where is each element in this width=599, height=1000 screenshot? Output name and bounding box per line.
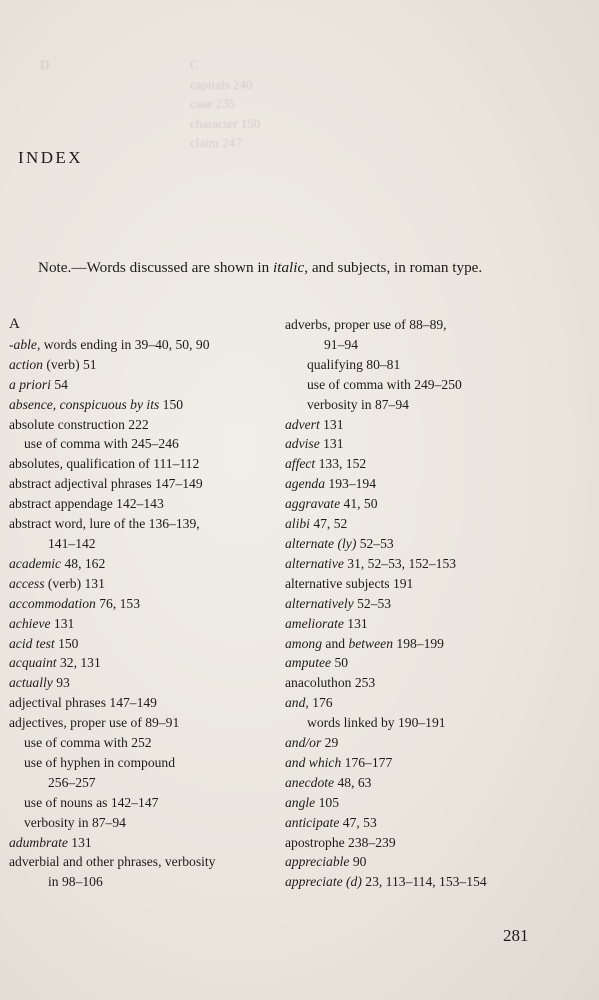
index-entry-term: achieve <box>9 615 51 631</box>
index-entry-term: advert <box>285 416 320 432</box>
index-entry <box>285 833 575 853</box>
index-entry <box>285 355 575 375</box>
index-entry <box>9 454 279 474</box>
index-entry <box>285 454 575 474</box>
index-entry-term: alternate (ly) <box>285 535 357 551</box>
index-entry <box>285 534 575 554</box>
index-entry-term: agenda <box>285 476 326 492</box>
index-entry-term: adverbs, proper use of 88–89, <box>285 317 447 332</box>
index-entry <box>285 335 575 355</box>
index-entry <box>9 574 279 594</box>
index-entry <box>285 415 575 435</box>
index-entry <box>9 733 279 753</box>
index-entry <box>9 514 279 534</box>
index-entry-term: among <box>285 635 323 651</box>
index-entry-term: angle <box>285 794 316 810</box>
index-entry <box>285 315 575 335</box>
index-entry-pages: , words ending in 39–40, 50, 90 <box>36 336 210 352</box>
index-entry-term: 141–142 <box>48 535 96 551</box>
index-entry <box>285 614 575 634</box>
index-entry-term: qualifying 80–81 <box>307 356 401 372</box>
index-entry <box>285 872 575 892</box>
index-entry-term: appreciable <box>285 854 350 870</box>
index-entry-pages: 131 <box>343 615 368 631</box>
index-entry <box>9 395 279 415</box>
index-entry-pages: and <box>322 635 349 651</box>
index-entry <box>285 375 575 395</box>
index-entry-pages: 131 <box>50 615 75 631</box>
index-entry <box>285 395 575 415</box>
index-entry-term: a priori <box>9 376 51 392</box>
index-entry-pages: 105 <box>315 794 339 810</box>
index-entry-pages: (verb) 51 <box>42 356 97 372</box>
index-entry <box>285 673 575 693</box>
index-entry <box>9 813 279 833</box>
index-entry <box>9 494 279 514</box>
index-entry-pages: 47, 53 <box>339 814 377 830</box>
index-entry-pages: 198–199 <box>393 635 444 651</box>
index-entry <box>285 813 575 833</box>
index-entry-term: in 98–106 <box>48 874 103 890</box>
index-entry <box>285 653 575 673</box>
index-column-right <box>285 315 575 892</box>
index-entry <box>9 653 279 673</box>
index-entry-pages: (verb) 131 <box>44 575 105 591</box>
index-entry <box>9 355 279 375</box>
index-entry-term: academic <box>9 555 62 571</box>
index-entry-pages: 150 <box>54 635 79 651</box>
index-entry-term: anacoluthon 253 <box>285 675 376 691</box>
index-entry-pages: 50 <box>331 655 349 671</box>
index-entry <box>9 375 279 395</box>
index-entry <box>285 474 575 494</box>
index-entry-pages: 31, 52–53, 152–153 <box>343 555 457 571</box>
index-entry-term: verbosity in 87–94 <box>307 396 409 412</box>
index-entry <box>285 753 575 773</box>
index-entry-term: alternatively <box>285 595 354 611</box>
index-entry-term: alternative <box>285 555 344 571</box>
index-entry-term: use of comma with 245–246 <box>24 436 179 452</box>
index-entry-term: actually <box>9 675 53 691</box>
index-entry <box>285 693 575 713</box>
index-entry-pages: 52–53 <box>353 595 392 611</box>
index-entry-term: adjectives, proper use of 89–91 <box>9 715 180 731</box>
index-entry-pages: 76, 153 <box>95 595 141 611</box>
index-entry-pages: 176 <box>308 695 333 711</box>
index-entry-term: abstract word, lure of the 136–139, <box>9 516 200 532</box>
index-entry <box>285 514 575 534</box>
index-entry-term: abstract appendage 142–143 <box>9 496 164 512</box>
index-entry-term: anticipate <box>285 814 340 830</box>
index-entry-term: access <box>9 575 45 591</box>
index-entry <box>9 315 279 335</box>
index-entry-pages: 176–177 <box>341 754 393 770</box>
index-entry <box>285 434 575 454</box>
index-entry <box>9 713 279 733</box>
index-entry-term-secondary: between <box>348 635 393 651</box>
index-entry-term: and which <box>285 754 342 770</box>
index-entry-term: words linked by 190–191 <box>307 715 446 731</box>
index-entry <box>285 852 575 872</box>
index-entry-term: aggravate <box>285 496 341 512</box>
index-entry <box>285 773 575 793</box>
index-entry-term: amputee <box>285 655 332 671</box>
index-entry-term: verbosity in 87–94 <box>24 814 126 830</box>
index-entry <box>9 434 279 454</box>
index-entry-term: use of comma with 252 <box>24 735 152 751</box>
index-entry-term: apostrophe 238–239 <box>285 834 396 850</box>
index-entry <box>285 733 575 753</box>
index-entry-term: absolute construction 222 <box>9 416 149 432</box>
index-entry-term: use of nouns as 142–147 <box>24 794 159 810</box>
index-entry <box>9 753 279 773</box>
index-entry-pages: 133, 152 <box>315 456 367 472</box>
index-title: INDEX <box>18 148 83 167</box>
index-entry-term: acquaint <box>9 655 57 671</box>
index-entry-pages: 48, 162 <box>61 555 106 571</box>
index-entry <box>9 614 279 634</box>
index-entry-term: adjectival phrases 147–149 <box>9 695 157 711</box>
index-entry-pages: 52–53 <box>356 535 394 551</box>
bleed-through-text: D C capitals 240 case 235 character 150 claim 247 <box>40 57 261 151</box>
index-entry-pages: 150 <box>159 396 184 412</box>
index-entry-term: accommodation <box>9 595 96 611</box>
index-entry-pages: 48, 63 <box>334 774 372 790</box>
index-entry-term: anecdote <box>285 774 335 790</box>
index-entry-term: affect <box>285 456 316 472</box>
index-entry <box>9 852 279 872</box>
index-entry <box>9 793 279 813</box>
index-entry-pages: 23, 113–114, 153–154 <box>361 874 487 890</box>
index-entry-term: alibi <box>285 516 310 532</box>
index-entry <box>285 713 575 733</box>
index-entry-pages: 131 <box>67 834 92 850</box>
page-number: 281 <box>503 926 529 945</box>
index-entry-term: 91–94 <box>324 336 358 352</box>
index-entry-pages: 131 <box>319 436 344 452</box>
index-entry-term: appreciate (d) <box>285 874 362 890</box>
index-entry-term: action <box>9 356 43 372</box>
index-entry <box>9 833 279 853</box>
index-entry-pages: 93 <box>52 675 70 691</box>
index-entry-term: A <box>9 316 20 332</box>
note-prefix: Note.—Words discussed are shown in <box>38 259 273 276</box>
index-entry-pages: 32, 131 <box>56 655 101 671</box>
index-entry-pages: 29 <box>321 735 339 751</box>
index-column-left <box>9 315 279 892</box>
index-entry-term: and, <box>285 695 309 711</box>
index-entry-pages: 54 <box>50 376 68 392</box>
index-note <box>38 259 598 277</box>
index-entry <box>9 554 279 574</box>
index-entry <box>285 634 575 654</box>
index-entry-term: ameliorate <box>285 615 344 631</box>
index-entry <box>285 494 575 514</box>
index-entry-term: 256–257 <box>48 774 96 790</box>
index-entry-pages: 90 <box>349 854 367 870</box>
index-entry-term: absolutes, qualification of 111–112 <box>9 456 200 472</box>
index-entry <box>285 554 575 574</box>
index-entry-term: -able <box>9 336 37 352</box>
index-entry-pages: 41, 50 <box>340 496 378 512</box>
note-suffix: , and subjects, in roman type. <box>304 259 483 276</box>
index-entry <box>9 335 279 355</box>
index-entry-term: and/or <box>285 735 322 751</box>
index-entry <box>9 594 279 614</box>
index-entry <box>9 415 279 435</box>
index-entry <box>9 673 279 693</box>
index-entry-pages: 131 <box>319 416 344 432</box>
index-entry-term: absence, conspicuous by its <box>9 396 160 412</box>
index-entry <box>285 574 575 594</box>
index-entry <box>9 773 279 793</box>
index-entry-term: adumbrate <box>9 834 68 850</box>
index-entry <box>9 474 279 494</box>
index-entry <box>285 793 575 813</box>
index-entry <box>9 872 279 892</box>
index-entry <box>9 634 279 654</box>
index-entry-term: alternative subjects 191 <box>285 575 414 591</box>
index-entry-pages: 193–194 <box>325 476 377 492</box>
index-entry-term: acid test <box>9 635 55 651</box>
note-italic-word: italic <box>273 259 305 276</box>
index-entry-term: use of hyphen in compound <box>24 754 176 770</box>
index-entry-term: abstract adjectival phrases 147–149 <box>9 476 203 492</box>
index-entry <box>285 594 575 614</box>
index-entry-pages: 47, 52 <box>309 516 348 532</box>
index-entry-term: adverbial and other phrases, verbosity <box>9 854 216 870</box>
index-entry <box>9 534 279 554</box>
index-entry-term: use of comma with 249–250 <box>307 376 462 392</box>
index-entry <box>9 693 279 713</box>
index-entry-term: advise <box>285 436 320 452</box>
